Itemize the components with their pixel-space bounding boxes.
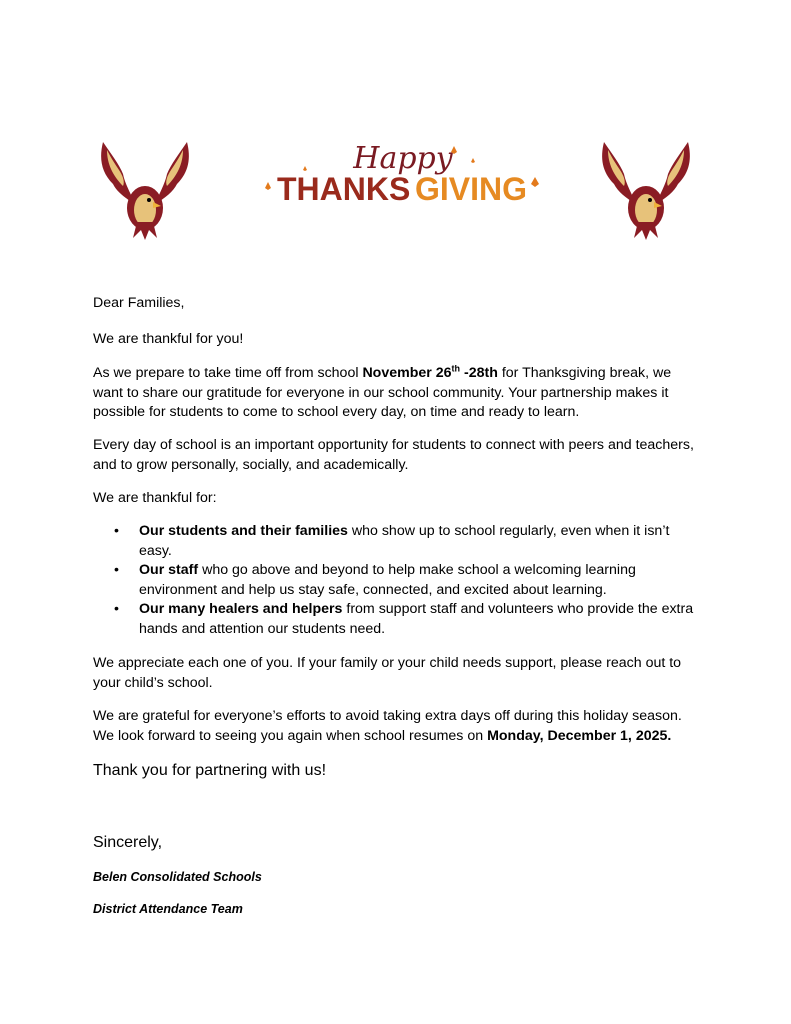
letterhead [0,138,791,248]
list-item: • Our many healers and helpers from support staff and volunteers who provide the extra hands and attention our students need. [114,601,694,637]
eagle-mascot-icon [595,138,697,242]
banner-block-word-2: GIVING [415,171,528,207]
paragraph-resume-date: We are grateful for everyone’s efforts to avoid taking extra days off during this holiday season. We look forward to seeing you again when school resumes on Monday, December 1, 2025. [93,708,682,744]
banner-block-word-1: THANKS [277,171,411,207]
closing-thanks: Thank you for partnering with us! [93,762,327,779]
bullet-icon: • [114,523,119,539]
thankful-line: We are thankful for you! [93,331,244,347]
paragraph-break-dates: As we prepare to take time off from school November 26th -28th for Thanksgiving break, we want to share our gratitude for everyone in our school community. Your partnership makes it possible for students to come to school every day, on time and ready to learn. [93,363,672,420]
signature-organization: Belen Consolidated Schools [93,870,262,884]
banner-script-word: Happy [353,141,453,176]
greeting: Dear Families, [93,295,185,311]
paragraph-support: We appreciate each one of you. If your family or your child needs support, please reach out to your child’s school. [93,655,682,691]
signature-team: District Attendance Team [93,902,243,916]
bullet-icon: • [114,562,119,578]
eagle-mascot-icon [94,138,196,242]
list-item: • Our staff who go above and beyond to help make school a welcoming learning environment and help us stay safe, connected, and excited about learning. [114,562,636,598]
happy-thanksgiving-banner [255,140,551,208]
paragraph-attendance-importance: Every day of school is an important opportunity for students to connect with peers and teachers, and to grow personally, socially, and academically. [93,437,694,473]
thankful-for-list [93,522,705,639]
list-intro: We are thankful for: [93,490,217,506]
bullet-icon: • [114,601,119,617]
list-item: • Our students and their families who show up to school regularly, even when it isn’t easy. [114,523,670,559]
signoff: Sincerely, [93,834,163,851]
